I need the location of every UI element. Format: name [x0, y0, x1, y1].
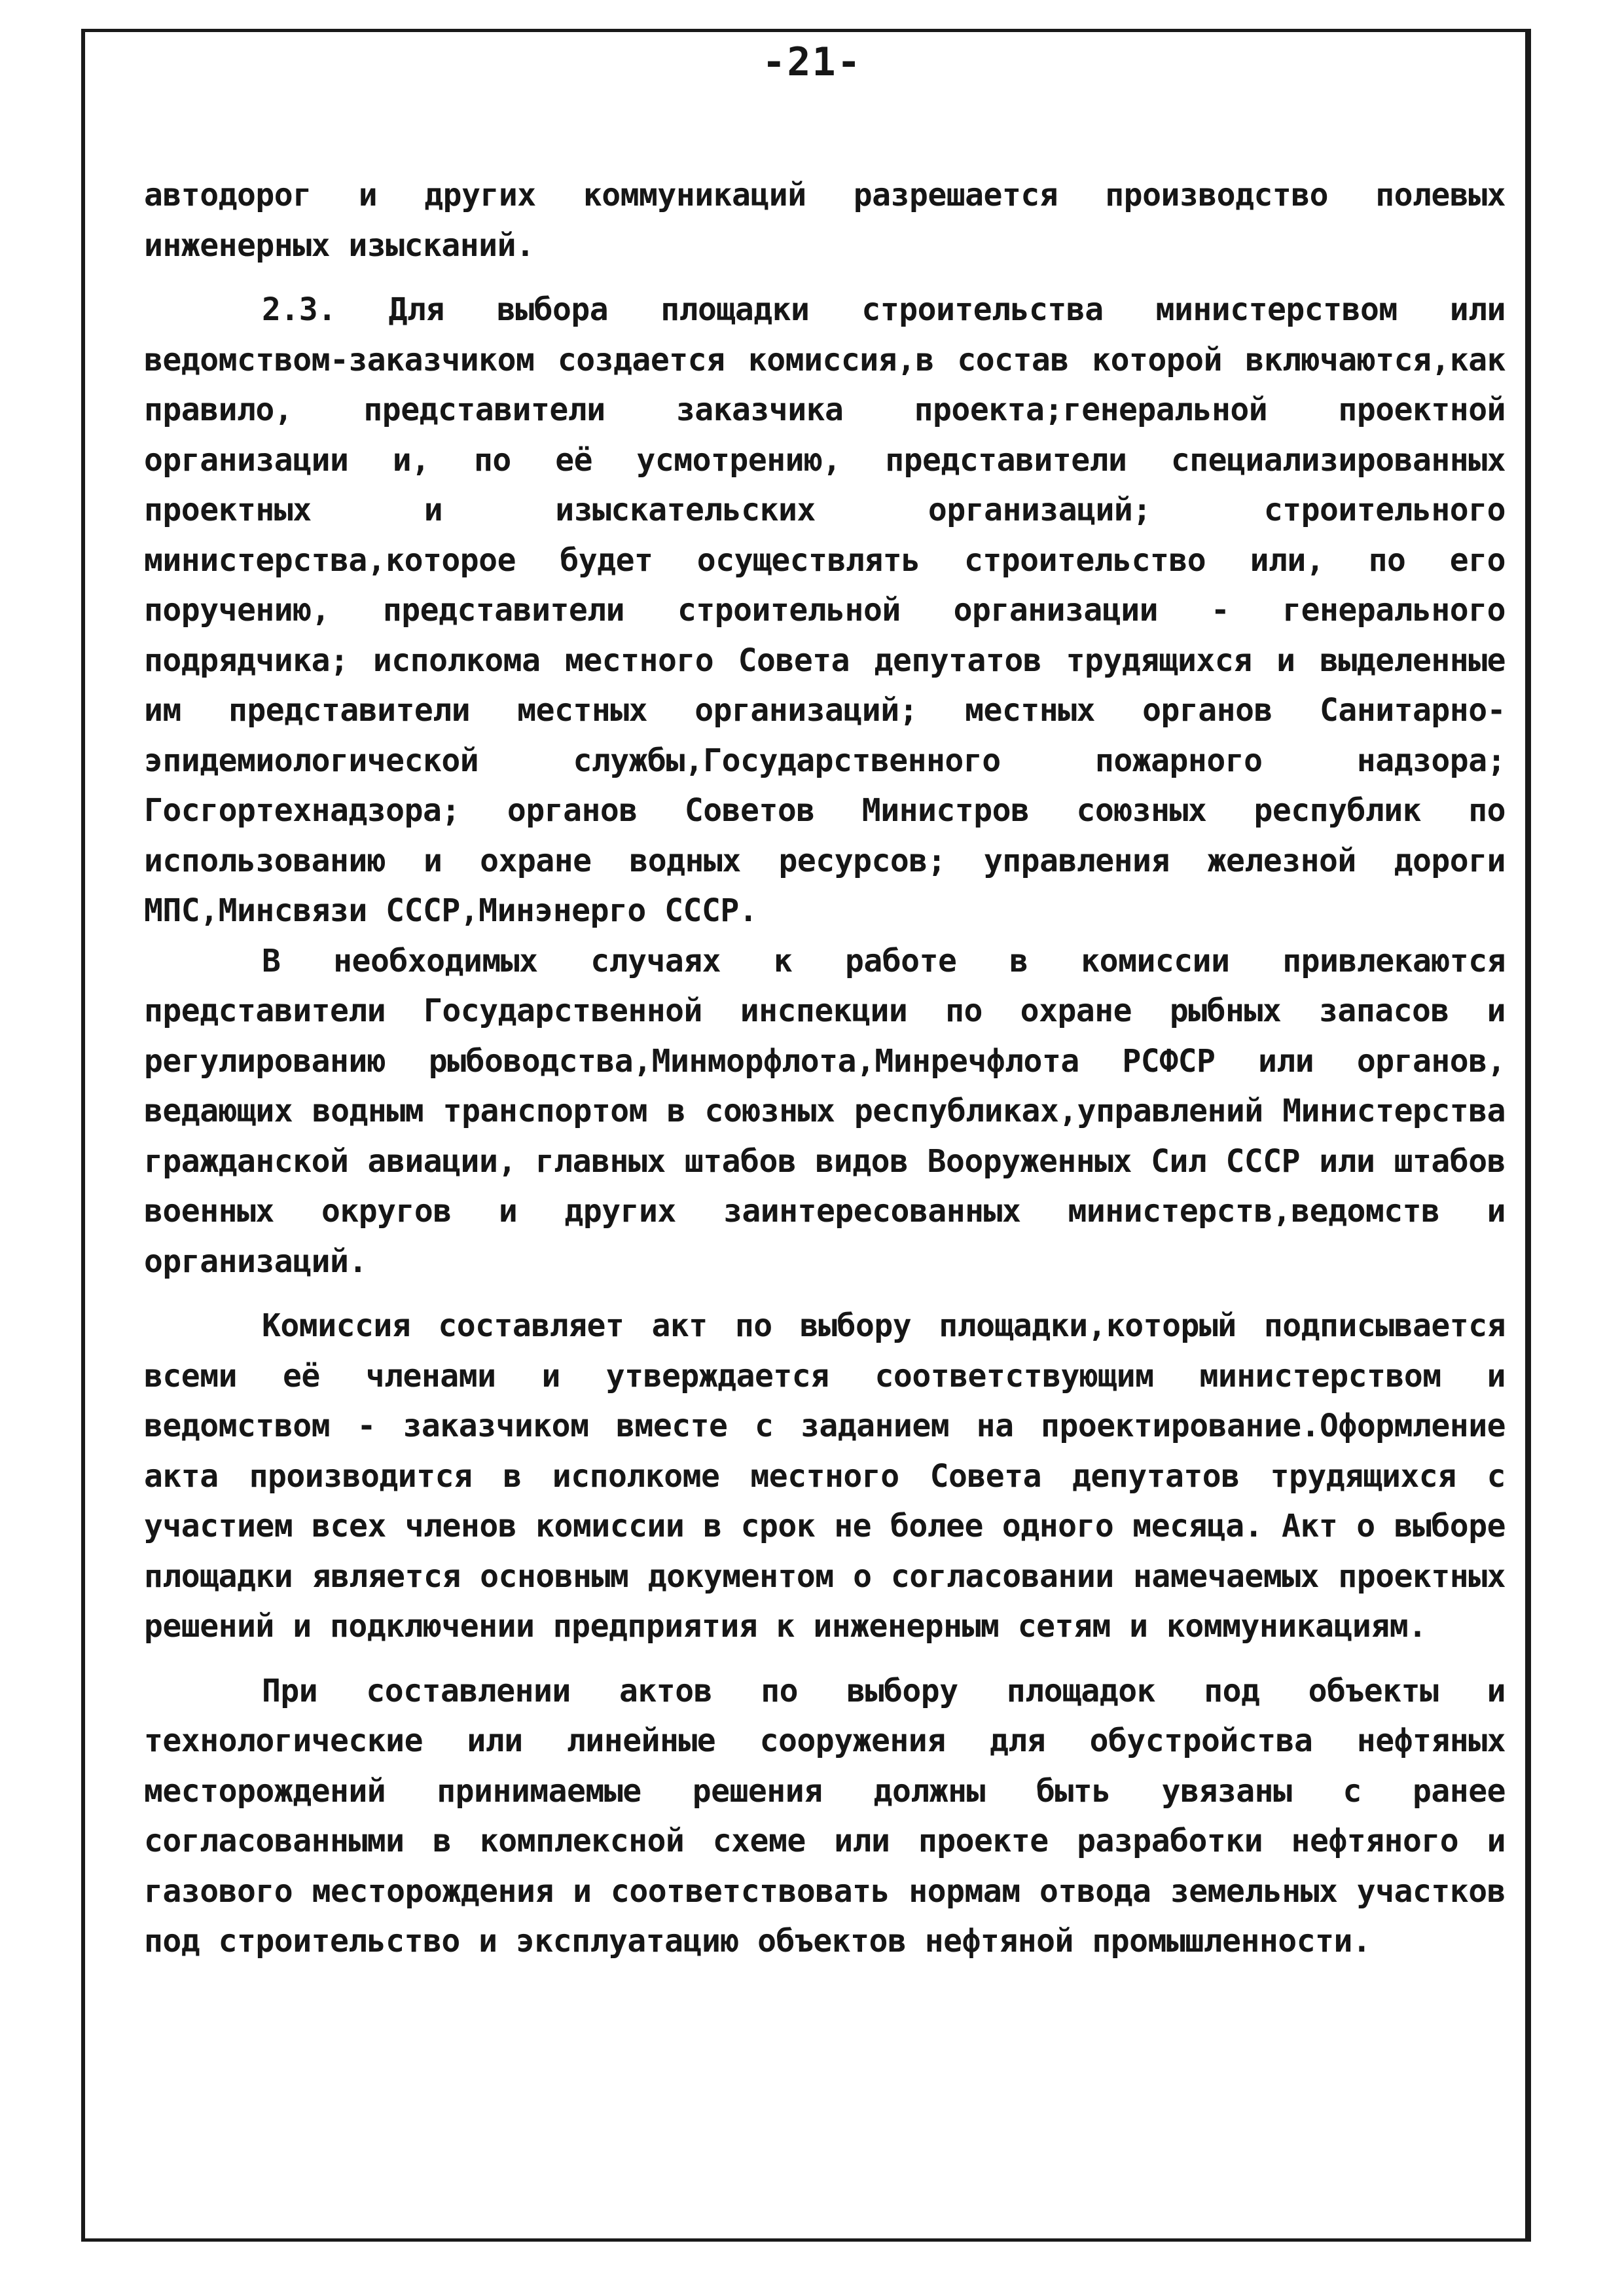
- paragraph-2-3: 2.3. Для выбора площадки строительства министерством или ведомством-заказчиком создается комиссия,в состав которой включаются,как правило, представители заказчика проекта;генеральной проектной организации и, по её усмотрению, представители специализированных проектных и изыскательских организаций; строительного министерства,которое будет осуществлять строительство или, по его поручению, представители строительной организации - генерального подрядчика; исполкома местного Совета депутатов трудящихся и выделенные им представители местных организаций; местных органов Санитарно-эпидемиологической службы,Государственного пожарного надзора; Госгортехнадзора; органов Советов Министров союзных республик по использованию и охране водных ресурсов; управления железной дороги МПС,Минсвязи СССР,Минэнерго СССР.: [144, 291, 1506, 929]
- paragraph-oilfield-sites: При составлении актов по выбору площадок под объекты и технологические или линейные сооружения для обустройства нефтяных месторождений принимаемые решения должны быть увязаны с ранее согласованными в комплексной схеме или проекте разработки нефтяного и газового месторождения и соответствовать нормам отвода земельных участков под строительство и эксплуатацию объектов нефтяной промышленности.: [144, 1672, 1506, 1959]
- page-number: -21-: [762, 39, 862, 85]
- paragraph-commission-act: Комиссия составляет акт по выбору площадки,который подписывается всеми её членами и утверждается соответствующим министерством и ведомством - заказчиком вместе с заданием на проектирование.Оформление акта производится в исполкоме местного Совета депутатов трудящихся с участием всех членов комиссии в срок не более одного месяца. Акт о выборе площадки является основным документом о согласовании намечаемых проектных решений и подключении предприятия к инженерным сетям и коммуникациям.: [144, 1307, 1506, 1645]
- paragraph-additional-members: В необходимых случаях к работе в комиссии привлекаются представители Государственной инспекции по охране рыбных запасов и регулированию рыбоводства,Минморфлота,Минречфлота РСФСР или органов, ведающих водным транспортом в союзных республиках,управлений Министерства гражданской авиации, главных штабов видов Вооруженных Сил СССР или штабов военных округов и других заинтересованных министерств,ведомств и организаций.: [144, 942, 1506, 1280]
- document-body: [144, 170, 1506, 1967]
- paragraph-continuation: автодорог и других коммуникаций разрешается производство полевых инженерных изысканий.: [144, 177, 1506, 264]
